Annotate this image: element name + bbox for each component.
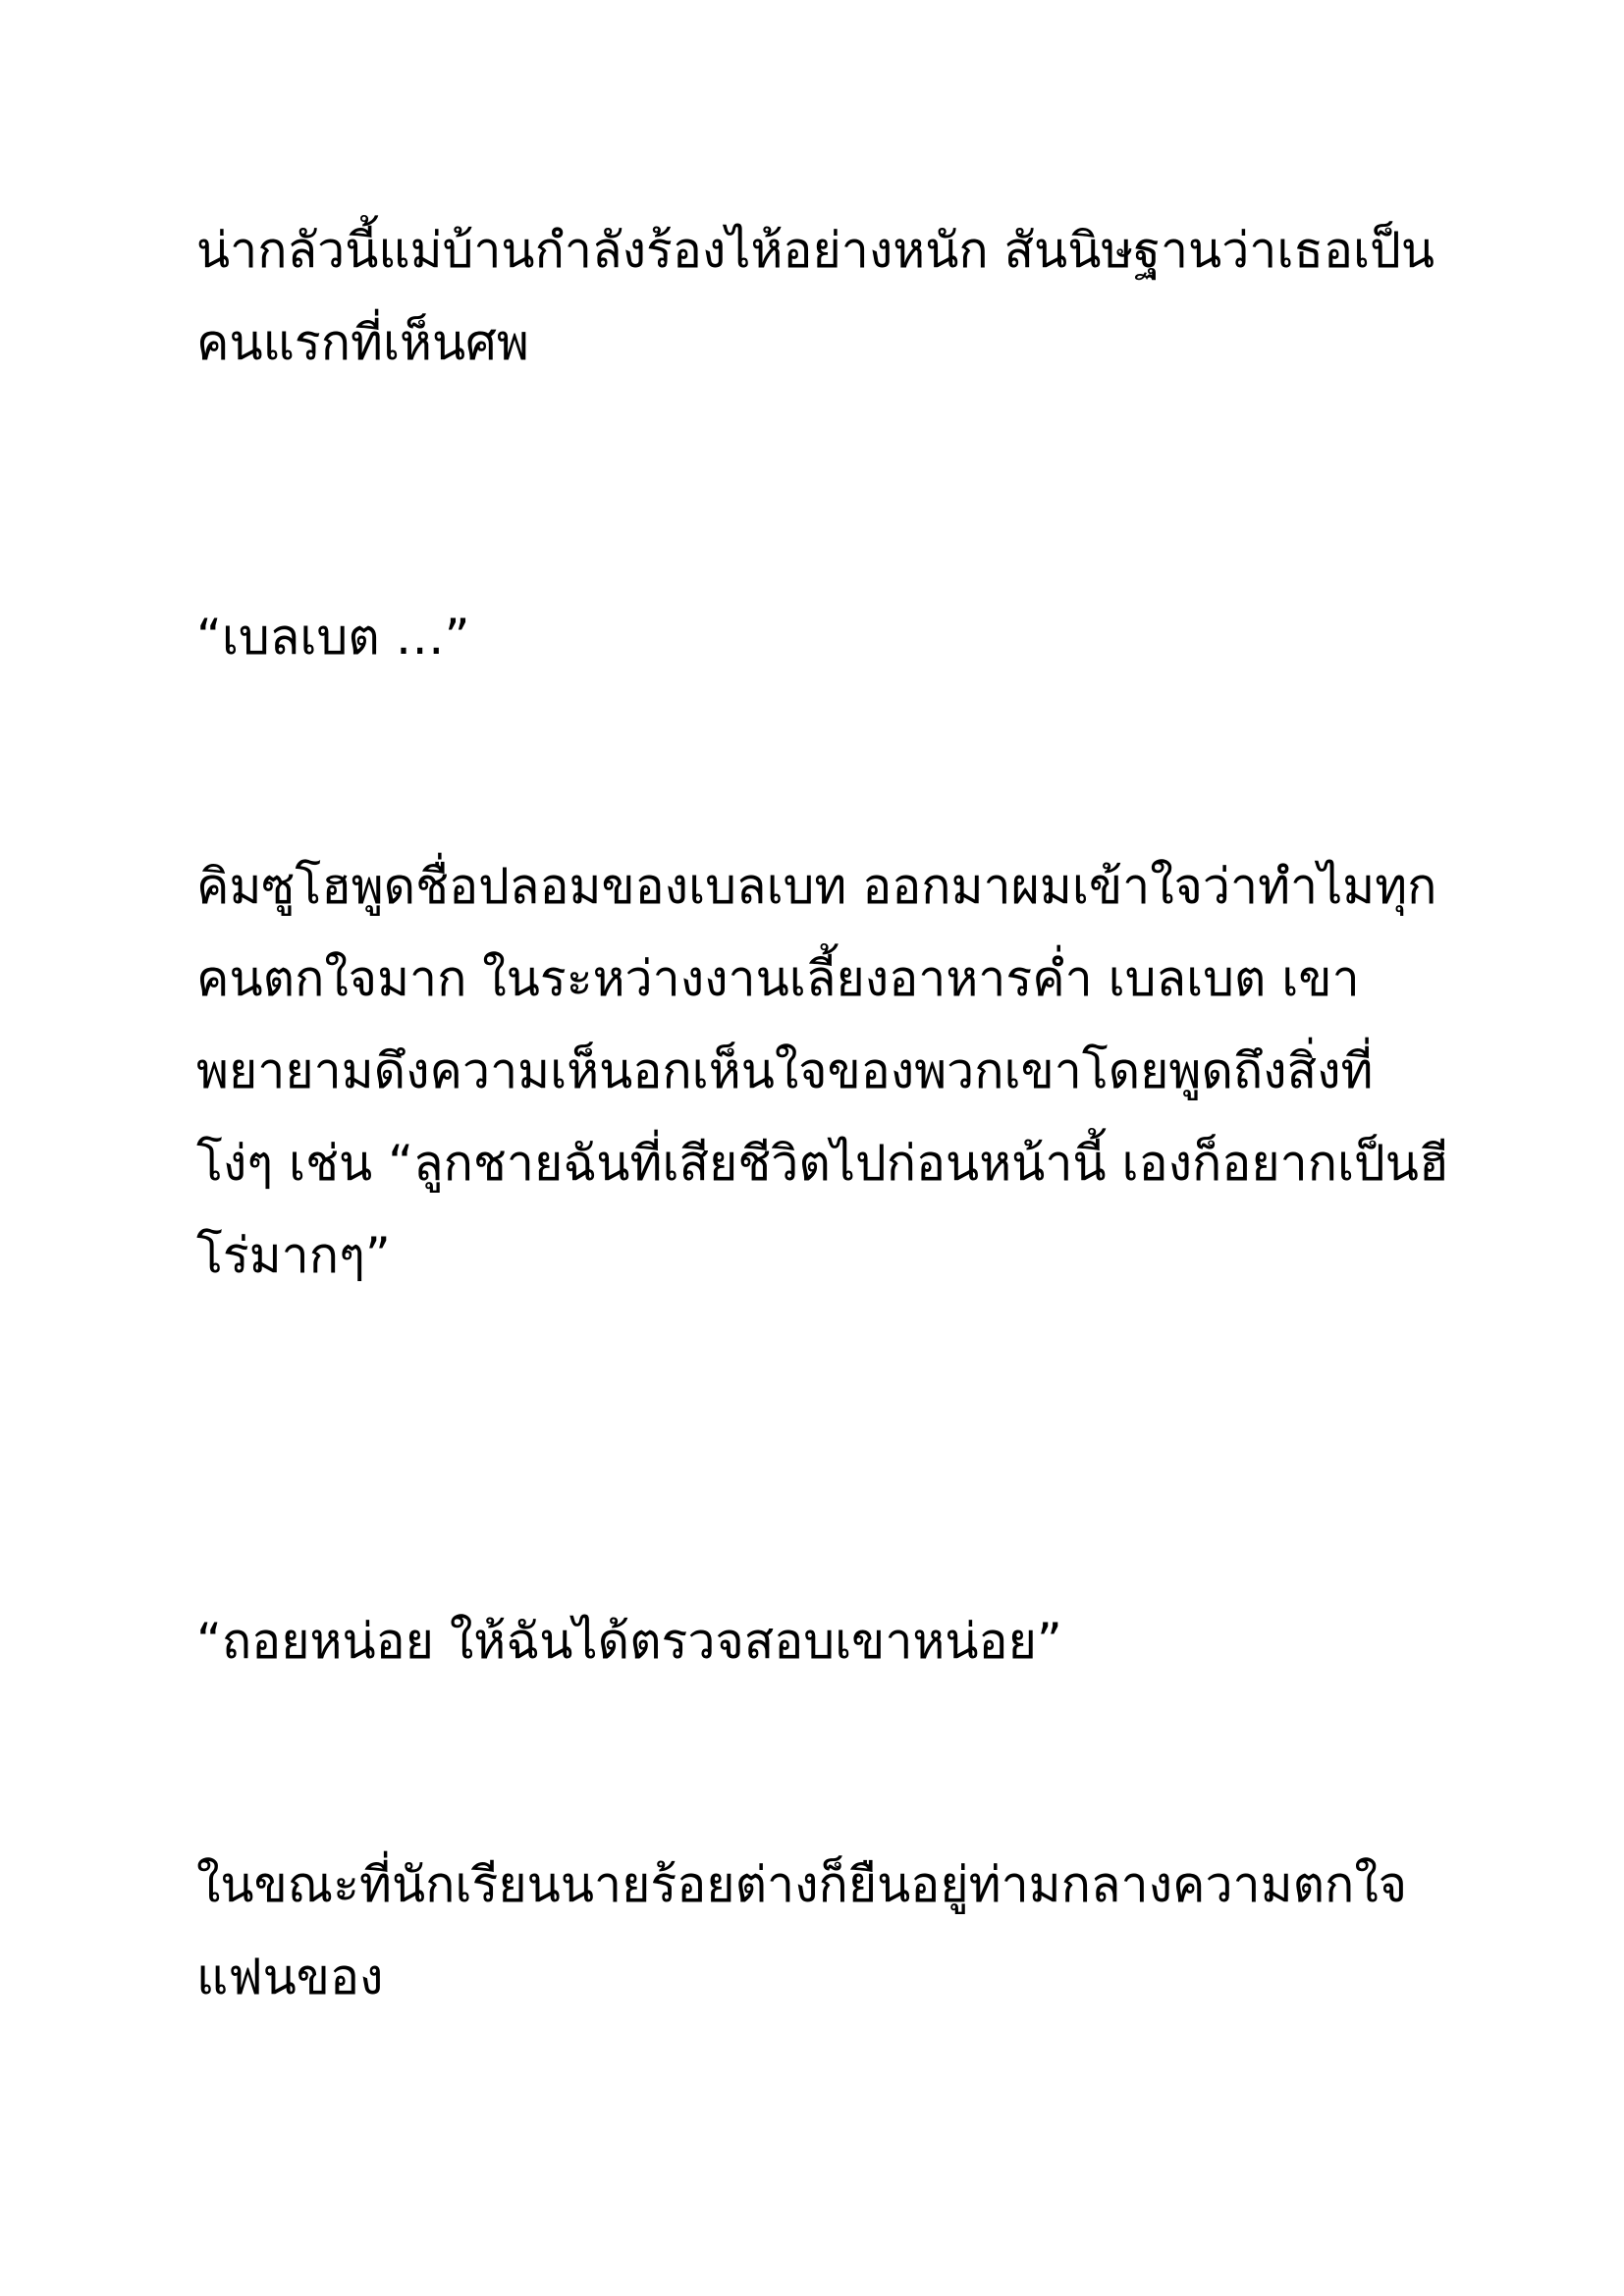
text-line: “เบลเบต …” (196, 609, 470, 666)
text-line: โร่มากๆ” (196, 1227, 391, 1284)
text-line: “ถอยหน่อย ให้ฉันได้ตรวจสอบเขาหน่อย” (196, 1613, 1062, 1670)
paragraph-4 (196, 1595, 1473, 1687)
text-line: แฟนของ (196, 1949, 384, 2005)
paragraph-2 (196, 591, 1473, 683)
text-line: โง่ๆ เช่น “ลูกชายฉันที่เสียชีวิตไปก่อนหน้านี้ เองก็อยากเป็นฮี (196, 1135, 1449, 1192)
paragraph-5 (196, 1839, 1473, 2023)
text-line: คนแรกที่เห็นศพ (196, 314, 529, 371)
text-line: พยายามดึงความเห็นอกเห็นใจของพวกเขาโดยพูดถึงสิ่งที่ (196, 1042, 1374, 1099)
text-line: คิมซูโฮพูดชื่อปลอมของเบลเบท ออกมาผมเข้าใจว่าทำไมทุก (196, 858, 1437, 915)
paragraph-1 (196, 204, 1473, 389)
text-line: น่ากลัวนี้แม่บ้านกำลังร้องไห้อย่างหนัก สันนิษฐานว่าเธอเป็น (196, 222, 1435, 279)
text-line: ในขณะที่นักเรียนนายร้อยต่างก็ยืนอยู่ท่ามกลางความตกใจ (196, 1856, 1408, 1913)
text-line: คนตกใจมาก ในระหว่างงานเลี้ยงอาหารค่ำ เบลเบต เขา (196, 950, 1360, 1007)
paragraph-3 (196, 840, 1473, 1302)
